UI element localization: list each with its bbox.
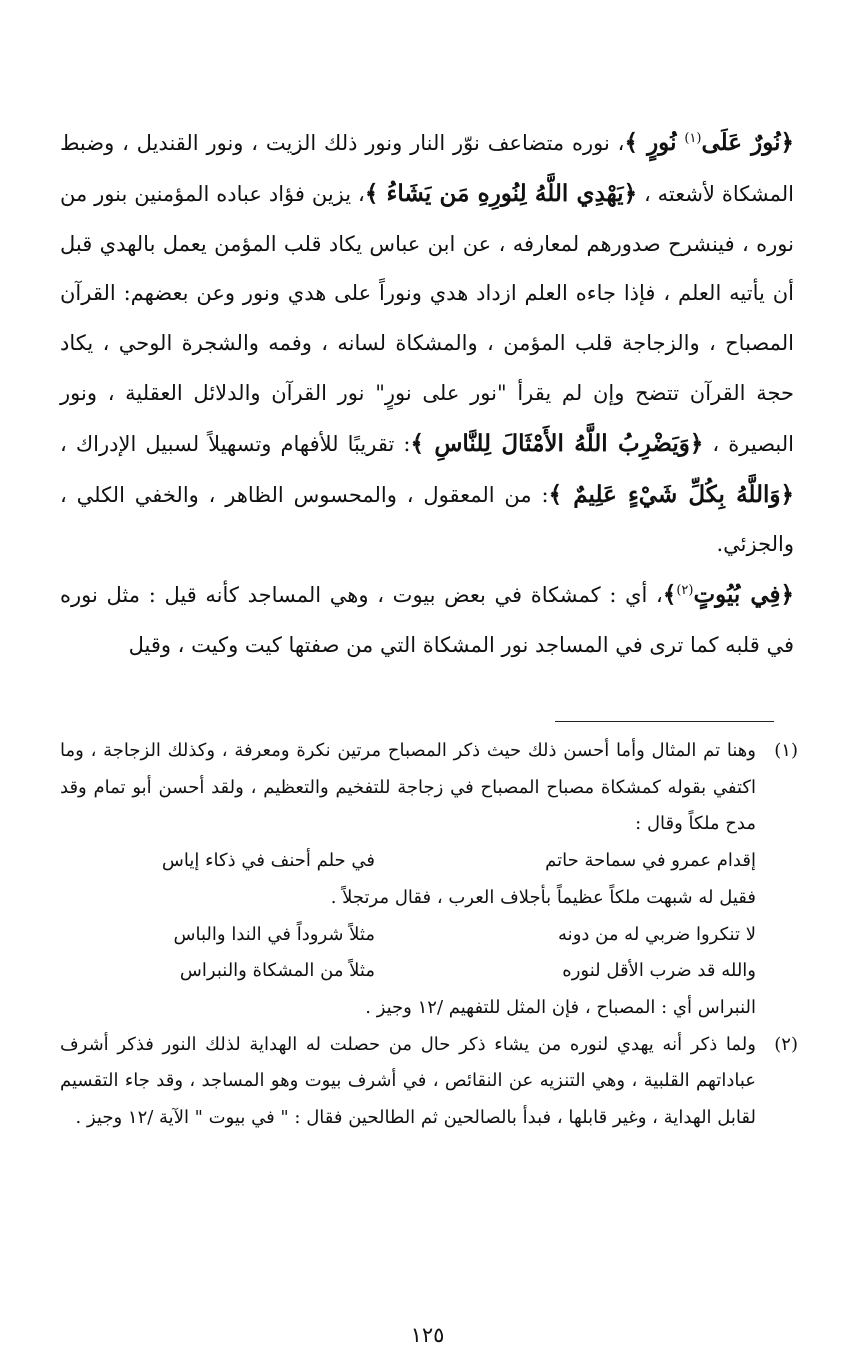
quran-quote: ﴿يَهْدِي اللَّهُ لِنُورِهِ مَن يَشَاءُ ﴾ [364, 179, 638, 207]
body-text: ، أي : كمشكاة في بعض بيوت ، وهي المساجد كأنه قيل : مثل نوره في قلبه كما ترى في المساجد نور المشكاة التي من صفتها كيت وكيت ، وقيل [60, 583, 794, 657]
verse-hemistich: والله قد ضرب الأقل لنوره [562, 960, 756, 982]
verse-hemistich: في حلم أحنف في ذكاء إياس [161, 850, 375, 872]
footnote-number: (٢) [774, 1033, 798, 1055]
footnote-ref-2[interactable]: (٢) [676, 583, 694, 599]
footnote-text: وهنا تم المثال وأما أحسن ذلك حيث ذكر المصباح مرتين نكرة ومعرفة ، وكذلك الزجاجة ، وما اكتفي بقوله كمشكاة مصباح المصباح في زجاجة للتفخيم والتعظيم ، ولقد أحسن أبو تمام وقد مدح ملكاً وقال : [60, 740, 756, 835]
body-text: : تقريبًا للأفهام وتسهيلاً لسبيل الإدراك ، [60, 431, 411, 456]
footnote-separator [555, 721, 774, 722]
poem-verse [60, 917, 756, 954]
poem-verse [60, 953, 756, 990]
quran-quote: نُورٍ ﴾ [624, 129, 677, 156]
footnotes [60, 733, 798, 1137]
footnote-text: فقيل له شبهت ملكاً عظيماً بأجلاف العرب ، فقال مرتجلاً . [330, 886, 756, 908]
quran-quote: ﴾ [662, 581, 677, 609]
footnote-text: النبراس أي : المصباح ، فإن المثل للتفهيم /١٢ وجيز . [365, 996, 756, 1018]
quran-quote: ﴿وَاللَّهُ بِكُلِّ شَيْءٍ عَلِيمٌ ﴾ [548, 480, 795, 508]
verse-hemistich: مثلاً من المشكاة والنبراس [179, 960, 375, 982]
poem-verse [60, 843, 756, 880]
verse-hemistich: إقدام عمرو في سماحة حاتم [545, 850, 756, 872]
footnote-1 [60, 733, 798, 1027]
footnote-2 [60, 1027, 798, 1137]
paragraph-1 [60, 118, 794, 570]
footnote-body [60, 1027, 756, 1137]
verse-hemistich: لا تنكروا ضربي له من دونه [558, 923, 756, 945]
footnote-body [60, 733, 756, 1027]
body-text: ، يزين فؤاد عباده المؤمنين بنور من نوره ، فينشرح صدورهم لمعارفه ، عن ابن عباس يكاد قلب المؤمن يعمل بالهدي قبل أن يأتيه العلم ، فإذا جاءه العلم ازداد هدي ونوراً على هدي ونور وعن بعضهم: القرآن المصباح ، والزجاجة قلب المؤمن ، والمشكاة لسانه ، وفمه والشجرة الوحي ، يكاد حجة القرآن تتضح وإن لم يقرأ "نور على نورٍ" نور القرآن والدلائل العقلية ، ونور البصيرة ، [60, 181, 794, 456]
page-number: ١٢٥ [410, 1323, 445, 1347]
verse-hemistich: مثلاً شروداً في الندا والباس [173, 923, 375, 945]
footnote-text: ولما ذكر أنه يهدي لنوره من يشاء ذكر حال من حصلت له الهداية لذلك النور فذكر أشرف عباداتهم القلبية ، وهي التنزيه عن النقائص ، في أشرف بيوت وهو المساجد ، وقد جاء التقسيم لقابل الهداية ، وغير قابلها ، فبدأ بالصالحين ثم الطالحين فقال : " في بيوت " الآية /١٢ وجيز . [60, 1033, 756, 1129]
footnote-ref-1[interactable]: (١) [684, 131, 702, 146]
main-text [60, 118, 794, 671]
paragraph-2 [60, 570, 794, 671]
quran-quote: ﴿فِي بُيُوتٍ [693, 581, 794, 609]
quran-quote: ﴿نُورٌ عَلَى [701, 129, 794, 156]
quran-quote: ﴿وَيَضْرِبُ اللَّهُ الأَمْثَالَ لِلنَّاسِ ﴾ [410, 429, 704, 457]
body-text: ، نوره متضاعف نوّر النار ونور ذلك الزيت ، ونور القنديل ، وضبط المشكاة لأشعته ، [60, 131, 795, 206]
footnote-number: (١) [774, 740, 798, 761]
body-text: : من المعقول ، والمحسوس الظاهر ، والخفي الكلي ، والجزئي. [60, 482, 794, 557]
